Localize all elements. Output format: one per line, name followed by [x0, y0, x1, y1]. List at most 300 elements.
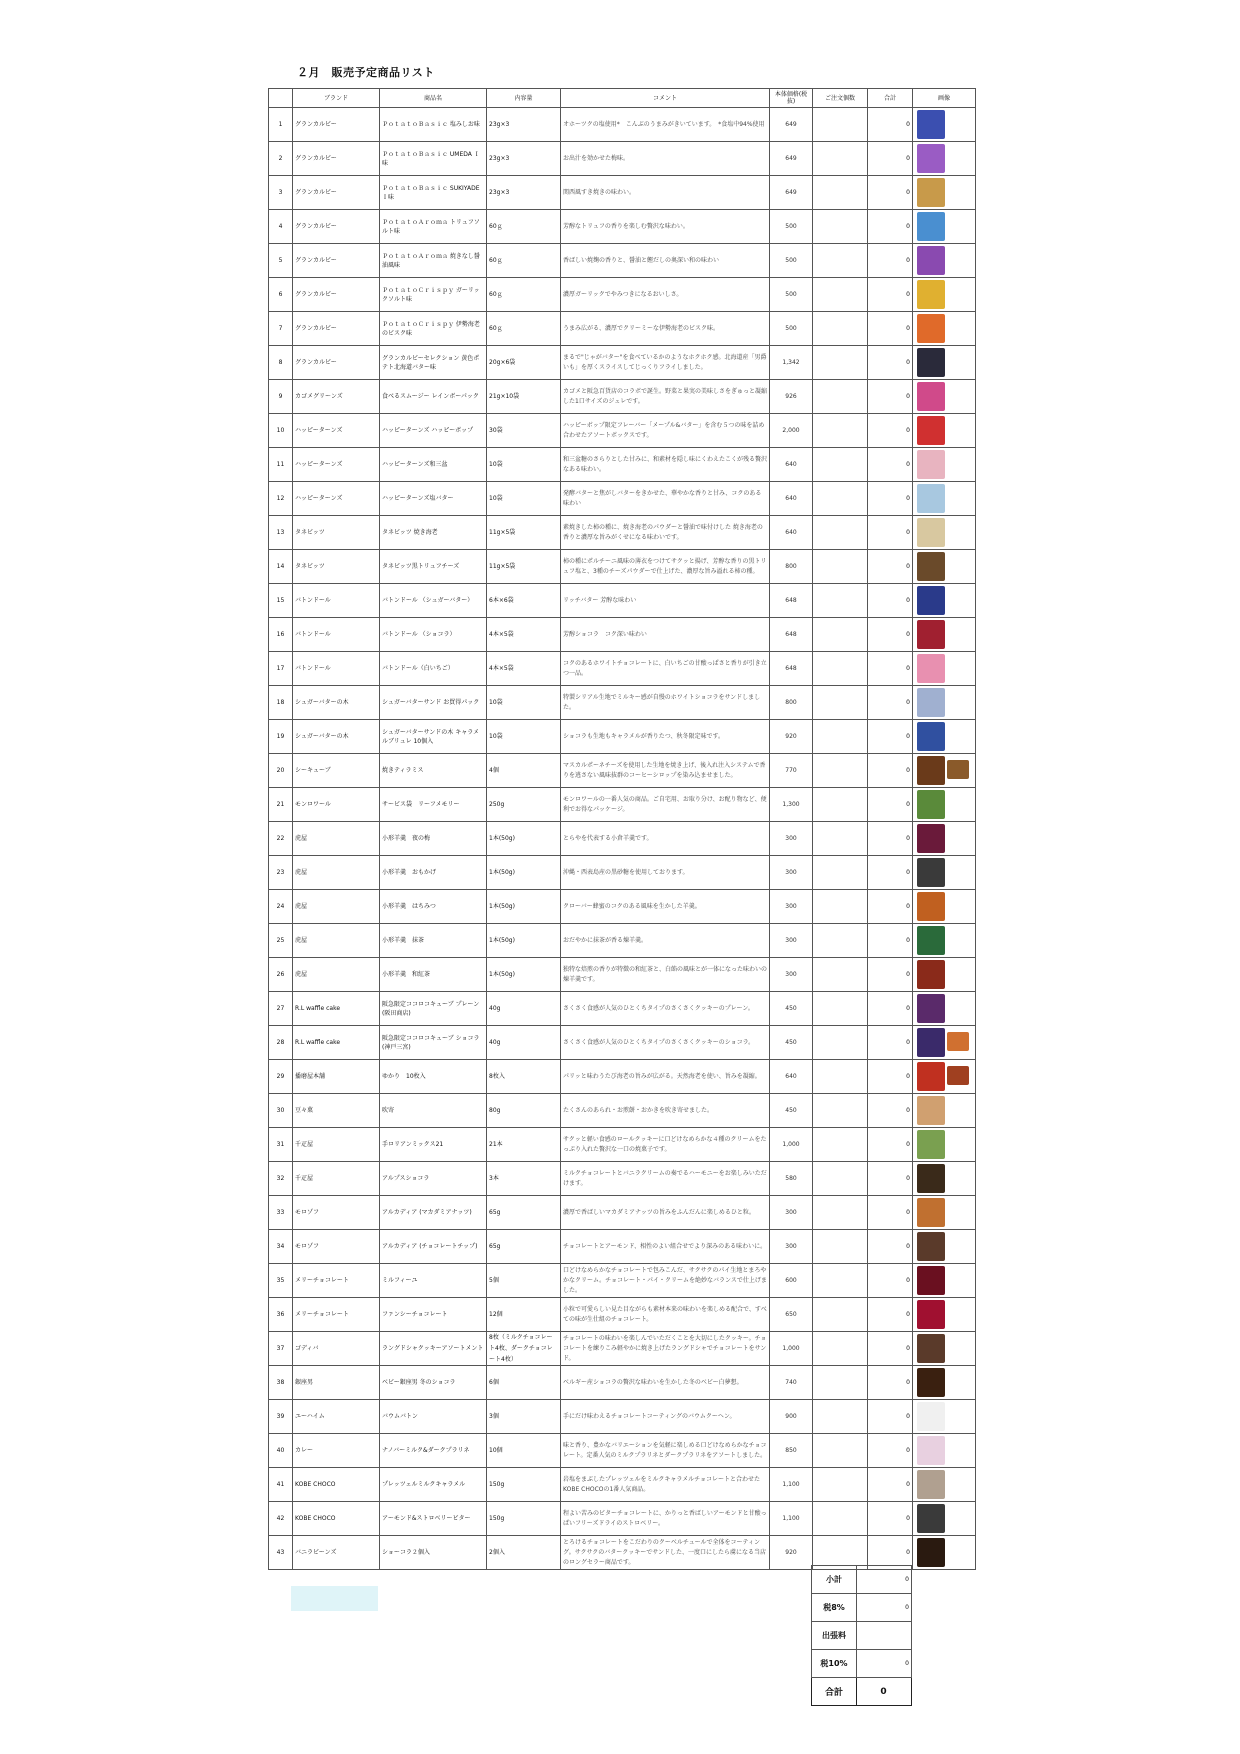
amount-cell: 20g×6袋 [487, 346, 561, 380]
product-image [917, 1198, 945, 1227]
comment-cell: 関西風すき焼きの味わい。 [561, 176, 770, 210]
row-number: 42 [269, 1502, 293, 1536]
price-cell: 770 [770, 754, 813, 788]
product-image-cell [913, 788, 976, 822]
product-image-cell [913, 1060, 976, 1094]
product-image [917, 586, 945, 615]
row-total-cell: 0 [868, 1400, 913, 1434]
row-number: 6 [269, 278, 293, 312]
row-number: 9 [269, 380, 293, 414]
comment-cell: オホーツクの塩使用* こんぶのうまみがきいています。 *食塩中94%使用 [561, 108, 770, 142]
table-row [269, 414, 976, 448]
product-image [917, 416, 945, 445]
row-total-cell: 0 [868, 1366, 913, 1400]
table-row [269, 584, 976, 618]
summary-label: 合計 [812, 1678, 857, 1706]
product-name-cell: 小形羊羹 抹茶 [380, 924, 487, 958]
product-name-cell: ＰｏｔａｔｏＡｒｏｍａ 焼きなし醤油風味 [380, 244, 487, 278]
product-image [917, 824, 945, 853]
row-number: 23 [269, 856, 293, 890]
comment-cell: 独特な焙煎の香りが特徴の和紅茶と、白餡の風味とが一体になった味わいの煉羊羹です。 [561, 958, 770, 992]
row-number: 14 [269, 550, 293, 584]
row-total-cell: 0 [868, 1026, 913, 1060]
brand-cell: ハッピーターンズ [293, 482, 380, 516]
brand-cell: 虎屋 [293, 856, 380, 890]
order-qty-cell[interactable] [813, 1298, 868, 1332]
row-total-cell: 0 [868, 686, 913, 720]
order-qty-cell[interactable] [813, 618, 868, 652]
row-total-cell: 0 [868, 958, 913, 992]
product-image-cell [913, 686, 976, 720]
product-image [917, 450, 945, 479]
product-image-cell [913, 1434, 976, 1468]
table-row [269, 788, 976, 822]
order-qty-cell[interactable] [813, 584, 868, 618]
order-qty-cell[interactable] [813, 924, 868, 958]
product-image [917, 1300, 945, 1329]
comment-cell: ハッピーボップ限定フレーバー「メープル&バター」を含む５つの味を詰め合わせたアソートボックスです。 [561, 414, 770, 448]
brand-cell: ハッピーターンズ [293, 414, 380, 448]
product-name-cell: ラングドシャクッキーアソートメント [380, 1332, 487, 1366]
comment-cell: お出汁を効かせた梅味。 [561, 142, 770, 176]
comment-cell: 芳醇ショコラ コク深い味わい [561, 618, 770, 652]
table-row [269, 312, 976, 346]
summary-label: 小計 [812, 1566, 857, 1594]
amount-cell: 6本×6袋 [487, 584, 561, 618]
order-qty-cell[interactable] [813, 1400, 868, 1434]
price-cell: 920 [770, 720, 813, 754]
price-cell: 300 [770, 890, 813, 924]
amount-cell: 8枚入 [487, 1060, 561, 1094]
table-row [269, 652, 976, 686]
row-number: 43 [269, 1536, 293, 1570]
table-row [269, 1094, 976, 1128]
product-image-cell [913, 1128, 976, 1162]
table-row [269, 1162, 976, 1196]
comment-cell: 口どけなめらかなチョコレートで包みこんだ、サクサクのパイ生地とまろやかなクリーム。チョコレート・パイ・クリームを絶妙なバランスで仕上げました。 [561, 1264, 770, 1298]
product-name-cell: 阪急限定ココロコキューブ プレーン(阪田商店) [380, 992, 487, 1026]
product-image [917, 382, 945, 411]
order-qty-cell[interactable] [813, 1264, 868, 1298]
order-qty-cell[interactable] [813, 1128, 868, 1162]
order-qty-cell[interactable] [813, 1502, 868, 1536]
header-row [269, 89, 976, 108]
product-image [917, 314, 945, 343]
row-total-cell: 0 [868, 142, 913, 176]
amount-cell: 3本 [487, 1162, 561, 1196]
row-number: 27 [269, 992, 293, 1026]
row-number: 36 [269, 1298, 293, 1332]
amount-cell: 65g [487, 1230, 561, 1264]
amount-cell: 11g×5袋 [487, 550, 561, 584]
order-qty-cell[interactable] [813, 244, 868, 278]
product-image [917, 178, 945, 207]
order-qty-cell[interactable] [813, 822, 868, 856]
product-name-cell: ショーコラ２個入 [380, 1536, 487, 1570]
order-qty-cell[interactable] [813, 482, 868, 516]
row-total-cell: 0 [868, 1264, 913, 1298]
order-qty-cell[interactable] [813, 414, 868, 448]
order-qty-cell[interactable] [813, 686, 868, 720]
product-image-cell [913, 1366, 976, 1400]
row-total-cell: 0 [868, 992, 913, 1026]
price-cell: 1,000 [770, 1332, 813, 1366]
comment-cell: 程よい苦みのビターチョコレートに、かりっと香ばしいアーモンドと甘酸っぱいフリーズドライのストロベリー。 [561, 1502, 770, 1536]
product-image [917, 926, 945, 955]
table-row [269, 550, 976, 584]
amount-cell: 1本(50g) [487, 890, 561, 924]
row-total-cell: 0 [868, 822, 913, 856]
product-name-cell: アルカディア (マカダミアナッツ) [380, 1196, 487, 1230]
order-qty-cell[interactable] [813, 1162, 868, 1196]
summary-row [812, 1622, 912, 1650]
table-row [269, 108, 976, 142]
order-qty-cell[interactable] [813, 788, 868, 822]
order-qty-cell[interactable] [813, 550, 868, 584]
amount-cell: 23g×3 [487, 108, 561, 142]
header-order: ご注文個数 [813, 89, 868, 108]
product-image-cell [913, 992, 976, 1026]
table-row [269, 380, 976, 414]
brand-cell: シュガーバターの木 [293, 720, 380, 754]
product-name-cell: ハッピーターンズ和三盆 [380, 448, 487, 482]
brand-cell: バニラビーンズ [293, 1536, 380, 1570]
brand-cell: バトンドール [293, 652, 380, 686]
row-total-cell: 0 [868, 1298, 913, 1332]
product-image-cell [913, 482, 976, 516]
row-total-cell: 0 [868, 1196, 913, 1230]
price-cell: 640 [770, 1060, 813, 1094]
order-qty-cell[interactable] [813, 754, 868, 788]
amount-cell: 60ｇ [487, 244, 561, 278]
order-qty-cell[interactable] [813, 142, 868, 176]
order-qty-cell[interactable] [813, 1094, 868, 1128]
product-image-cell [913, 1332, 976, 1366]
table-row [269, 1230, 976, 1264]
product-image-cell [913, 1468, 976, 1502]
price-cell: 800 [770, 686, 813, 720]
table-row [269, 618, 976, 652]
table-row [269, 482, 976, 516]
price-cell: 500 [770, 244, 813, 278]
comment-cell: 芳醇なトリュフの香りを楽しむ贅沢な味わい。 [561, 210, 770, 244]
brand-cell: シュガーバターの木 [293, 686, 380, 720]
row-total-cell: 0 [868, 1094, 913, 1128]
product-image [917, 110, 945, 139]
order-qty-cell[interactable] [813, 1468, 868, 1502]
order-qty-cell[interactable] [813, 652, 868, 686]
row-number: 41 [269, 1468, 293, 1502]
row-number: 18 [269, 686, 293, 720]
order-qty-cell[interactable] [813, 516, 868, 550]
row-total-cell: 0 [868, 516, 913, 550]
order-qty-cell[interactable] [813, 1060, 868, 1094]
summary-row [812, 1594, 912, 1622]
brand-cell: 銀座男 [293, 1366, 380, 1400]
product-rows [269, 108, 976, 1570]
row-number: 11 [269, 448, 293, 482]
comment-cell: まるで"じゃがバター"を食べているかのようなホクホク感。北海道産「男爵いも」を厚くスライスしてじっくりフライしました。 [561, 346, 770, 380]
table-row [269, 346, 976, 380]
price-cell: 500 [770, 210, 813, 244]
amount-cell: 1本(50g) [487, 822, 561, 856]
summary-value [857, 1622, 912, 1650]
product-name-cell: バウムバトン [380, 1400, 487, 1434]
order-qty-cell[interactable] [813, 346, 868, 380]
product-image-cell [913, 550, 976, 584]
header-brand: ブランド [293, 89, 380, 108]
row-number: 40 [269, 1434, 293, 1468]
price-cell: 300 [770, 1196, 813, 1230]
brand-cell: グランカルビー [293, 210, 380, 244]
brand-cell: モンロワール [293, 788, 380, 822]
comment-cell: 沖縄・西表島産の黒砂糖を使用しております。 [561, 856, 770, 890]
comment-cell: さくさく食感が人気のひとくちタイプのさくさくクッキーのプレーン。 [561, 992, 770, 1026]
price-cell: 740 [770, 1366, 813, 1400]
brand-cell: ユーハイム [293, 1400, 380, 1434]
comment-cell: とらやを代表する小倉羊羹です。 [561, 822, 770, 856]
order-qty-cell[interactable] [813, 1196, 868, 1230]
product-image [917, 1402, 945, 1431]
product-name-cell: アーモンド&ストロベリービター [380, 1502, 487, 1536]
comment-cell: カゴメと阪急百貨店のコラボで誕生。野菜と果実の美味しさをぎゅっと凝縮した1口サイズのジュレです。 [561, 380, 770, 414]
amount-cell: 4本×5袋 [487, 618, 561, 652]
order-qty-cell[interactable] [813, 1230, 868, 1264]
order-qty-cell[interactable] [813, 856, 868, 890]
row-total-cell: 0 [868, 652, 913, 686]
product-image [917, 1232, 945, 1261]
order-qty-cell[interactable] [813, 380, 868, 414]
row-number: 2 [269, 142, 293, 176]
order-qty-cell[interactable] [813, 278, 868, 312]
comment-cell: チョコレートとアーモンド、相性のよい組合せでより深みのある味わいに。 [561, 1230, 770, 1264]
price-cell: 300 [770, 856, 813, 890]
amount-cell: 1本(50g) [487, 958, 561, 992]
price-cell: 640 [770, 448, 813, 482]
row-number: 4 [269, 210, 293, 244]
brand-cell: グランカルビー [293, 312, 380, 346]
row-number: 34 [269, 1230, 293, 1264]
comment-cell: 素焼きした柿の種に、焼き海老のパウダーと醤油で味付けした 焼き海老の香りと濃厚な旨みがくせになる味わいです。 [561, 516, 770, 550]
table-row [269, 890, 976, 924]
order-qty-cell[interactable] [813, 1434, 868, 1468]
table-row [269, 1298, 976, 1332]
amount-cell: 65g [487, 1196, 561, 1230]
order-qty-cell[interactable] [813, 958, 868, 992]
row-total-cell: 0 [868, 380, 913, 414]
order-qty-cell[interactable] [813, 720, 868, 754]
order-qty-cell[interactable] [813, 108, 868, 142]
row-number: 29 [269, 1060, 293, 1094]
product-image-cell [913, 958, 976, 992]
brand-cell: R.L waffle cake [293, 992, 380, 1026]
comment-cell: 濃厚ガーリックでやみつきになるおいしさ。 [561, 278, 770, 312]
brand-cell: シーキューブ [293, 754, 380, 788]
product-image-cell [913, 278, 976, 312]
brand-cell: グランカルビー [293, 346, 380, 380]
product-image [917, 858, 945, 887]
row-number: 32 [269, 1162, 293, 1196]
brand-cell: タネビッツ [293, 516, 380, 550]
amount-cell: 10個 [487, 1434, 561, 1468]
order-qty-cell[interactable] [813, 1332, 868, 1366]
product-image-cell [913, 448, 976, 482]
product-table [268, 88, 976, 1570]
table-row [269, 754, 976, 788]
brand-cell: グランカルビー [293, 108, 380, 142]
comment-cell: リッチバター 芳醇な味わい [561, 584, 770, 618]
product-image [917, 1504, 945, 1533]
row-total-cell: 0 [868, 924, 913, 958]
amount-cell: 10袋 [487, 686, 561, 720]
product-image [917, 1368, 945, 1397]
table-row [269, 210, 976, 244]
row-total-cell: 0 [868, 1468, 913, 1502]
comment-cell: 特製シリアル生地でミルキー感が自慢のホワイトショコラをサンドしました。 [561, 686, 770, 720]
amount-cell: 4本×5袋 [487, 652, 561, 686]
product-image-cell [913, 856, 976, 890]
row-total-cell: 0 [868, 1128, 913, 1162]
row-number: 39 [269, 1400, 293, 1434]
brand-cell: グランカルビー [293, 244, 380, 278]
product-image-cell [913, 754, 976, 788]
price-cell: 1,100 [770, 1468, 813, 1502]
row-number: 28 [269, 1026, 293, 1060]
row-number: 24 [269, 890, 293, 924]
product-image [917, 552, 945, 581]
product-name-cell: 小形羊羹 夜の梅 [380, 822, 487, 856]
row-number: 19 [269, 720, 293, 754]
product-image [917, 1028, 945, 1057]
amount-cell: 8枚（ミルクチョコレート4枚、ダークチョコレート4枚） [487, 1332, 561, 1366]
row-total-cell: 0 [868, 1536, 913, 1570]
row-number: 37 [269, 1332, 293, 1366]
row-number: 5 [269, 244, 293, 278]
product-image-cell [913, 1162, 976, 1196]
product-image [917, 518, 945, 547]
order-qty-cell[interactable] [813, 1026, 868, 1060]
product-image-cell [913, 312, 976, 346]
row-total-cell: 0 [868, 1434, 913, 1468]
order-qty-cell[interactable] [813, 210, 868, 244]
price-cell: 926 [770, 380, 813, 414]
product-image [917, 790, 945, 819]
order-qty-cell[interactable] [813, 1366, 868, 1400]
product-name-cell: ナノバーミルク&ダークプラリネ [380, 1434, 487, 1468]
amount-cell: 250g [487, 788, 561, 822]
row-number: 20 [269, 754, 293, 788]
summary-label: 税8% [812, 1594, 857, 1622]
product-image-secondary [947, 1032, 969, 1051]
row-number: 31 [269, 1128, 293, 1162]
product-image [917, 1266, 945, 1295]
order-qty-cell[interactable] [813, 176, 868, 210]
product-image [917, 1436, 945, 1465]
brand-cell: 虎屋 [293, 822, 380, 856]
table-row [269, 142, 976, 176]
brand-cell: 虎屋 [293, 890, 380, 924]
summary-value: 0 [857, 1650, 912, 1678]
comment-cell: チョコレートの味わいを楽しんでいただくことを大切にしたクッキー。チョコレートを練りこみ軽やかに焼き上げたラングドシャでチョコレートをサンド。 [561, 1332, 770, 1366]
comment-cell: うまみ広がる、濃厚でクリーミーな伊勢海老のビスク味。 [561, 312, 770, 346]
row-number: 22 [269, 822, 293, 856]
product-image [917, 960, 945, 989]
product-image [917, 246, 945, 275]
amount-cell: 3個 [487, 1400, 561, 1434]
product-image-cell [913, 142, 976, 176]
product-image [917, 722, 945, 751]
price-cell: 900 [770, 1400, 813, 1434]
product-name-cell: ＰｏｔａｔｏＢａｓｉｃ UMEDA Ｉ味 [380, 142, 487, 176]
product-image-cell [913, 822, 976, 856]
product-name-cell: 食べるスムージー レインボーパック [380, 380, 487, 414]
amount-cell: 10袋 [487, 720, 561, 754]
brand-cell: タネビッツ [293, 550, 380, 584]
brand-cell: R.L waffle cake [293, 1026, 380, 1060]
order-qty-cell[interactable] [813, 890, 868, 924]
product-name-cell: タネビッツ黒トリュフチーズ [380, 550, 487, 584]
amount-cell: 60ｇ [487, 210, 561, 244]
price-cell: 648 [770, 618, 813, 652]
table-row [269, 924, 976, 958]
product-name-cell: 吹寄 [380, 1094, 487, 1128]
product-image-secondary [947, 1066, 969, 1085]
table-row [269, 1332, 976, 1366]
row-number: 3 [269, 176, 293, 210]
table-row [269, 822, 976, 856]
row-number: 35 [269, 1264, 293, 1298]
order-qty-cell[interactable] [813, 448, 868, 482]
brand-cell: バトンドール [293, 584, 380, 618]
row-total-cell: 0 [868, 754, 913, 788]
row-total-cell: 0 [868, 1162, 913, 1196]
product-name-cell: バトンドール（白いちご） [380, 652, 487, 686]
brand-cell: メリーチョコレート [293, 1298, 380, 1332]
product-name-cell: プレッツェルミルクキャラメル [380, 1468, 487, 1502]
price-cell: 850 [770, 1434, 813, 1468]
product-image-cell [913, 1502, 976, 1536]
product-name-cell: グランカルビーセレクション 黄色ポテト北海道バター味 [380, 346, 487, 380]
order-qty-cell[interactable] [813, 312, 868, 346]
comment-cell: 濃厚で香ばしいマカダミアナッツの旨みをふんだんに楽しめるひと粒。 [561, 1196, 770, 1230]
table-row [269, 278, 976, 312]
product-image [917, 756, 945, 785]
amount-cell: 23g×3 [487, 142, 561, 176]
product-image-cell [913, 1264, 976, 1298]
product-image-cell [913, 584, 976, 618]
row-number: 30 [269, 1094, 293, 1128]
comment-cell: ミルクチョコレートとバニラクリームの奏でるハーモニーをお楽しみいただけます。 [561, 1162, 770, 1196]
amount-cell: 60ｇ [487, 278, 561, 312]
row-number: 7 [269, 312, 293, 346]
brand-cell: カレー [293, 1434, 380, 1468]
order-qty-cell[interactable] [813, 992, 868, 1026]
product-image-cell [913, 516, 976, 550]
comment-cell: 和三盆糖のさらりとした甘みに、和素材を隠し味にくわえたこくが残る贅沢なある味わい。 [561, 448, 770, 482]
price-cell: 450 [770, 992, 813, 1026]
product-image-cell [913, 380, 976, 414]
row-number: 26 [269, 958, 293, 992]
amount-cell: 21g×10袋 [487, 380, 561, 414]
amount-cell: 10袋 [487, 482, 561, 516]
amount-cell: 1本(50g) [487, 924, 561, 958]
product-name-cell: 手ロリアンミックス21 [380, 1128, 487, 1162]
row-total-cell: 0 [868, 448, 913, 482]
product-name-cell: 小形羊羹 和紅茶 [380, 958, 487, 992]
price-cell: 920 [770, 1536, 813, 1570]
table-row [269, 1264, 976, 1298]
product-image-cell [913, 1230, 976, 1264]
